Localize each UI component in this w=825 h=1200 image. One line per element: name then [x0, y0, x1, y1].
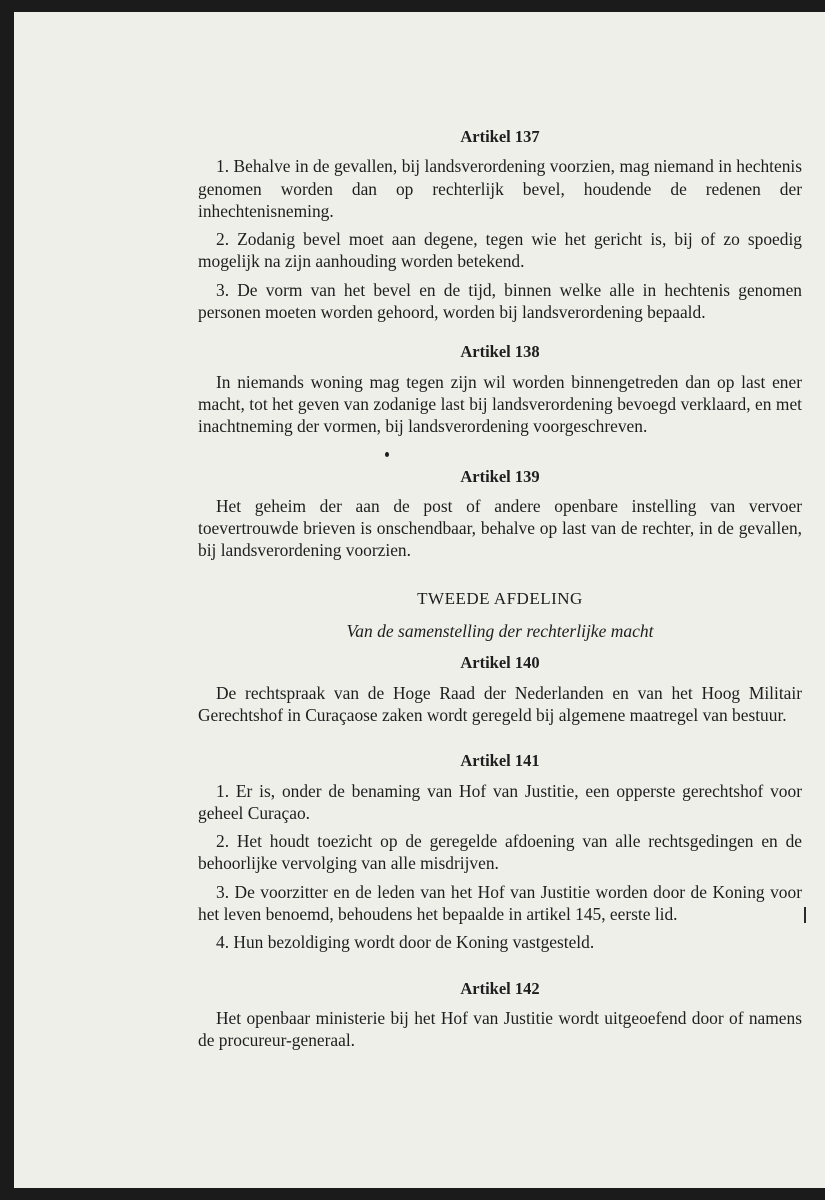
artikel-140 — [198, 652, 802, 726]
division-title: TWEEDE AFDELING — [417, 588, 583, 608]
article-paragraph: 2. Zodanig bevel moet aan degene, tegen wie het gericht is, bij of zo spoedig mogelijk na zijn aanhouding worden betekend. — [198, 229, 802, 272]
article-paragraph: 3. De vorm van het bevel en de tijd, binnen welke alle in hechtenis genomen personen moeten worden gehoord, worden bij landsverordening bepaald. — [198, 279, 802, 323]
artikel-137 — [198, 126, 802, 323]
division-header — [198, 588, 802, 643]
article-heading: Artikel 140 — [460, 653, 540, 673]
article-heading: Artikel 141 — [460, 751, 540, 771]
artikel-138 — [198, 341, 802, 437]
document-page — [14, 12, 825, 1188]
article-paragraph: 4. Hun bezoldiging wordt door de Koning vastgesteld. — [216, 932, 595, 953]
article-paragraph: 1. Behalve in de gevallen, bij landsverordening voorzien, mag niemand in hechtenis genomen worden dan op rechterlijk bevel, houdende de redenen der inhechtenisneming. — [198, 156, 802, 221]
article-heading: Artikel 139 — [460, 466, 540, 486]
article-paragraph: Het geheim der aan de post of andere openbare instelling van vervoer toevertrouwde brieven is onschendbaar, behalve op last van de rechter, in de gevallen, bij landsverordening voorzien. — [198, 495, 802, 561]
article-paragraph: 3. De voorzitter en de leden van het Hof van Justitie worden door de Koning voor het leven benoemd, behoudens het bepaalde in artikel 145, eerste lid. — [198, 881, 802, 925]
article-paragraph: Het openbaar ministerie bij het Hof van Justitie wordt uitgeoefend door of namens de procureur-generaal. — [198, 1007, 802, 1051]
page-content — [198, 126, 802, 1058]
article-paragraph: 1. Er is, onder de benaming van Hof van Justitie, een opperste gerechtshof voor geheel Curaçao. — [198, 780, 802, 823]
division-subtitle: Van de samenstelling der rechterlijke macht — [346, 621, 654, 642]
margin-mark — [804, 907, 806, 923]
artikel-141 — [198, 750, 802, 953]
article-heading: Artikel 138 — [460, 342, 540, 362]
article-paragraph: De rechtspraak van de Hoge Raad der Nederlanden en van het Hoog Militair Gerechtshof in Curaçaose zaken wordt geregeld bij algemene maatregel van bestuur. — [198, 682, 802, 725]
artikel-139 — [198, 466, 802, 562]
article-heading: Artikel 142 — [460, 978, 540, 998]
article-heading: Artikel 137 — [460, 127, 540, 146]
article-paragraph: In niemands woning mag tegen zijn wil worden binnengetreden dan op last ener macht, tot het geven van zodanige last bij landsverordening bevoegd verklaard, en met inachtneming der vormen, bij landsverordening voorgeschreven. — [198, 371, 802, 437]
article-paragraph: 2. Het houdt toezicht op de geregelde afdoening van alle rechtsgedingen en de behoorlijke vervolging van alle misdrijven. — [198, 831, 802, 874]
artikel-142 — [198, 978, 802, 1052]
